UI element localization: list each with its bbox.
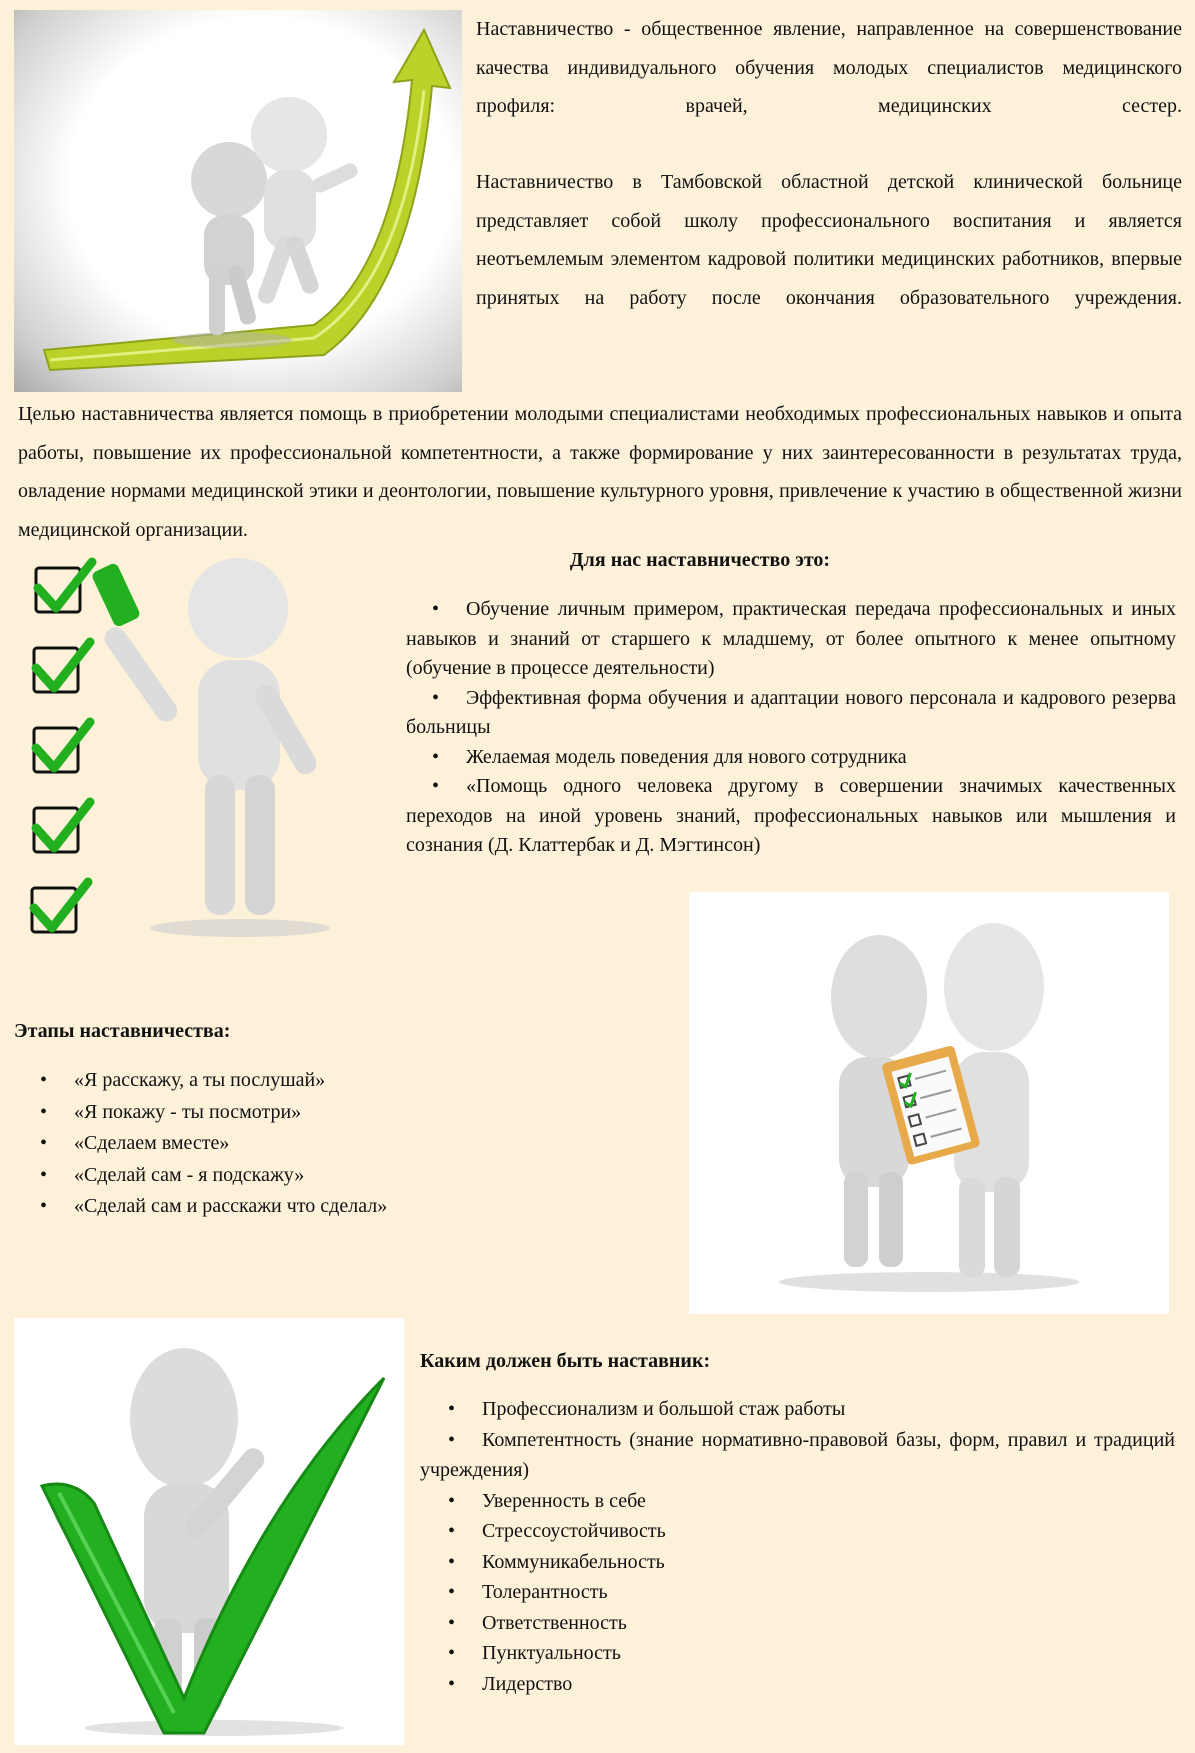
stages-heading: Этапы наставничества: [14, 1020, 231, 1042]
checklist-illustration [20, 550, 360, 950]
list-item: • Стрессоустойчивость [448, 1520, 666, 1542]
mentor-heading: Каким должен быть наставник: [420, 1350, 711, 1372]
list-item: • Ответственность [448, 1611, 627, 1634]
list-item: • Лидерство [448, 1672, 573, 1695]
list-item: • «Сделай сам и расскажи что сделал» [40, 1195, 388, 1217]
image-two-figures-clipboard [689, 892, 1169, 1314]
mentor-list [420, 1394, 1175, 1699]
intro-paragraph-1: Наставничество - общественное явление, направленное на совершенствование качества индивидуального обучения молодых специалистов медицинского профиля: врачей, медицинских сестер. [476, 18, 1182, 117]
stages-list [40, 1065, 600, 1223]
for-us-heading: Для нас наставничество это: [569, 549, 831, 571]
image-checklist-figure [20, 550, 360, 950]
list-item: • Коммуникабельность [448, 1550, 665, 1573]
image-figure-green-check [14, 1318, 404, 1745]
for-us-list [406, 595, 1176, 861]
list-item: • «Я покажу - ты посмотри» [40, 1100, 302, 1123]
green-check-illustration [14, 1318, 404, 1745]
list-item: • Толерантность [448, 1581, 608, 1603]
goal-paragraph: Целью наставничества является помощь в приобретении молодыми специалистами необходимых профессиональных навыков и опыта работы, повышение их профессиональной компетентности, а также формирование у них заинтересованности в результатах труда, овладение нормами медицинской этики и деонтологии, повышение культурного уровня, привлечение к участию в общественной жизни медицинской организации. [18, 403, 1182, 541]
list-item: • Пунктуальность [448, 1642, 621, 1664]
list-item: • Обучение личным примером, практическая передача профессиональных и иных навыков и знаний от старшего к младшему, от более опытного к менее опытному (обучение в процессе деятельности) [406, 598, 1176, 679]
list-item: • «Сделаем вместе» [40, 1132, 230, 1154]
list-item: • Желаемая модель поведения для нового сотрудника [432, 745, 907, 768]
image-climbing-arrow [14, 10, 462, 392]
two-figures-illustration [689, 892, 1169, 1314]
list-item: • «Помощь одного человека другому в совершении значимых качественных переходов на иной уровень знаний, профессиональных навыков или мышления и сознания (Д. Клаттербак и Д. Мэгтинсон) [406, 775, 1176, 856]
list-item: • Эффективная форма обучения и адаптации нового персонала и кадрового резерва больницы [406, 686, 1176, 738]
intro-paragraph-2: Наставничество в Тамбовской областной детской клинической больнице представляет собой школу профессионального воспитания и является неотъемлемым элементом кадровой политики медицинских работников, впервые принятых на работу после окончания образовательного учреждения. [476, 171, 1182, 309]
list-item: • «Сделай сам - я подскажу» [40, 1163, 305, 1186]
list-item: • «Я расскажу, а ты послушай» [40, 1069, 326, 1091]
climbing-arrow-illustration [14, 10, 462, 392]
list-item: • Компетентность (знание нормативно-правовой базы, форм, правил и традиций учреждения) [420, 1428, 1175, 1481]
list-item: • Профессионализм и большой стаж работы [448, 1398, 846, 1420]
list-item: • Уверенность в себе [448, 1489, 646, 1512]
